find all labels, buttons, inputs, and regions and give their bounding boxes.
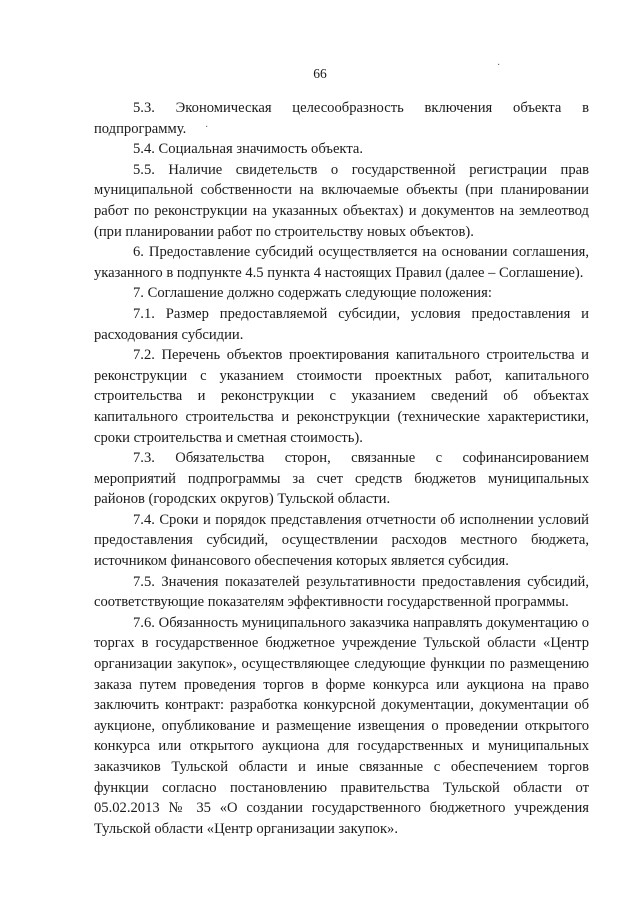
paragraph-7-3: 7.3. Обязательства сторон, связанные с софинансированием мероприятий подпрограммы за счет средств бюджетов муниципальных районов (городских округов) Тульской области. — [94, 450, 589, 508]
paragraph-7-5: 7.5. Значения показателей результативности предоставления субсидий, соответствующие показателям эффективности государственной программы. — [94, 573, 589, 611]
scan-artifact-mark: · — [497, 60, 501, 71]
paragraph-7-6: 7.6. Обязанность муниципального заказчика направлять документацию о торгах в государственное бюджетное учреждение Тульской области «Центр организации закупок», осуществляющее следующие функции по размещению заказа путем проведения торгов в форме конкурса или аукциона на право заключить контракт: разработка конкурсной документации, документации об аукционе, опубликование и размещение извещения о проведении открытого конкурса или открытого аукциона для государственных и муниципальных заказчиков Тульской области и иные связанные с обеспечением торгов функции согласно постановлению правительства Тульской области от 05.02.2013 № 35 «О создании государственного бюджетного учреждения Тульской области «Центр организации закупок». — [94, 614, 589, 837]
paragraph-7-2: 7.2. Перечень объектов проектирования капитального строительства и реконструкции с указанием стоимости проектных работ, капитального строительства и реконструкции с указанием сведений об объектах капитального строительства и реконструкции (технические характеристики, сроки строительства и сметная стоимость). — [94, 347, 589, 446]
paragraph-5-3: 5.3. Экономическая целесообразность включения объекта в подпрограмму. — [94, 100, 589, 137]
document-body — [94, 98, 589, 839]
paragraph-7-1: 7.1. Размер предоставляемой субсидии, условия предоставления и расходования субсидии. — [94, 305, 589, 343]
paragraph-7: 7. Соглашение должно содержать следующие положения: — [133, 285, 492, 302]
paragraph-5-5: 5.5. Наличие свидетельств о государственной регистрации прав муниципальной собственности на включаемые объекты (при планировании работ по реконструкции на указанных объектах) и документов на землеотвод (при планировании работ по строительству новых объектов). — [94, 161, 589, 240]
paragraph-5-4: 5.4. Социальная значимость объекта. — [133, 141, 364, 158]
page-number: 66 — [313, 66, 327, 81]
scan-artifact-mark: · — [205, 122, 209, 133]
paragraph-6: 6. Предоставление субсидий осуществляется на основании соглашения, указанного в подпункте 4.5 пункта 4 настоящих Правил (далее – Соглашение). — [94, 244, 589, 281]
paragraph-7-4: 7.4. Сроки и порядок представления отчетности об исполнении условий предоставления субсидий, осуществлении расходов местного бюджета, источником финансового обеспечения которых является субсидия. — [94, 511, 589, 570]
